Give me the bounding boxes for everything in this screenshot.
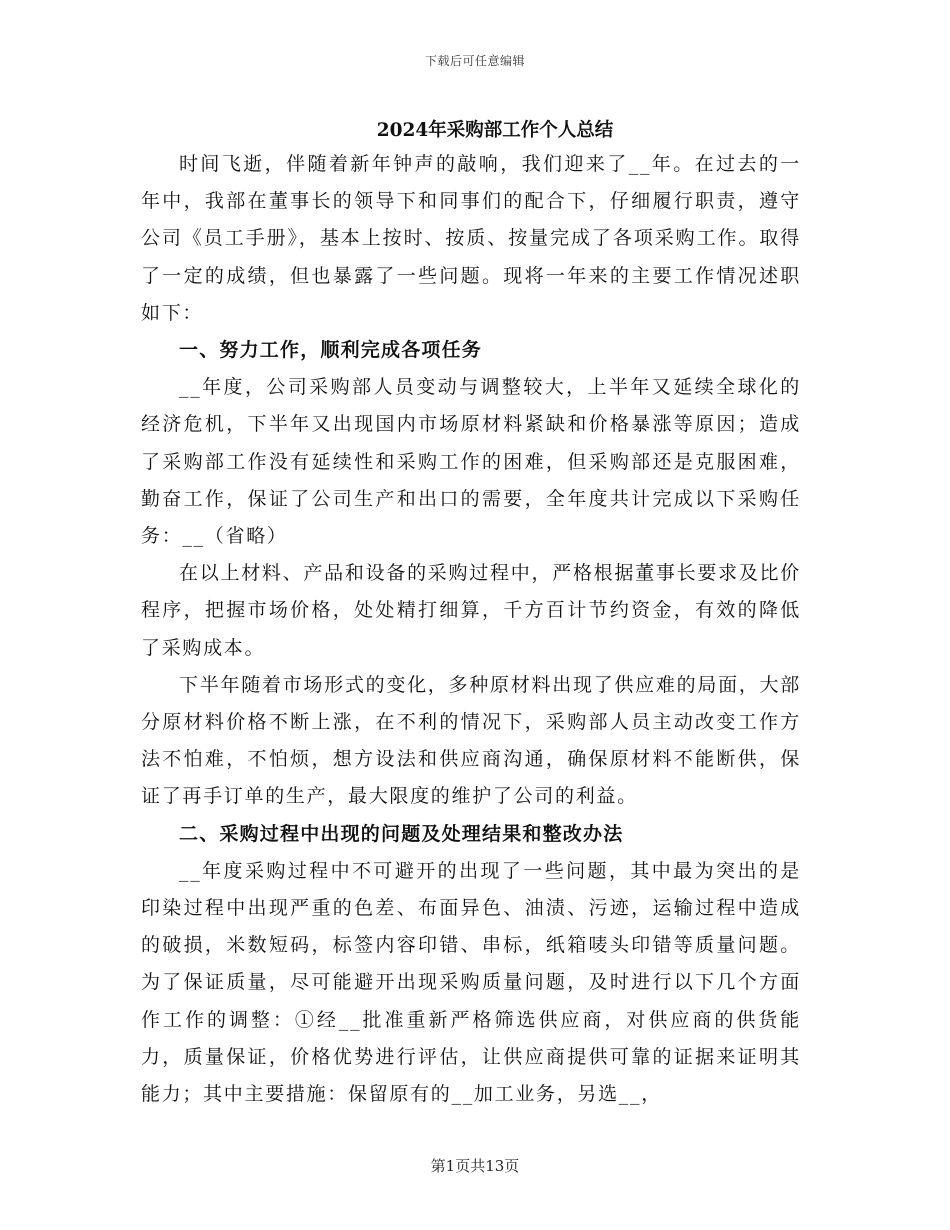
page-header-note: 下载后可任意编辑 [424, 54, 525, 68]
section-2-paragraph-1: __年度采购过程中不可避开的出现了一些问题，其中最为突出的是印染过程中出现严重的色差、布面异色、油渍、污迹，运输过程中造成的破损，米数短码，标签内容印错、串标，纸箱唛头印错等质量问题。为了保证质量，尽可能避开出现采购质量问题，及时进行以下几个方面作工作的调整：①经__批准重新严格筛选供应商，对供应商的供货能力，质量保证，价格优势进行评估，让供应商提供可靠的证据来证明其能力；其中主要措施：保留原有的__加工业务，另选__， [141, 859, 801, 1106]
document-title: 2024年采购部工作个人总结 [376, 120, 614, 141]
section-1-paragraph-1: __年度，公司采购部人员变动与调整较大，上半年又延续全球化的经济危机，下半年又出现国内市场原材料紧缺和价格暴涨等原因；造成了采购部工作没有延续性和采购工作的困难，但采购部还是克服困难，勤奋工作，保证了公司生产和出口的需要，全年度共计完成以下采购任务：__（省略） [141, 376, 801, 548]
document-body [141, 146, 801, 1113]
intro-paragraph: 时间飞逝，伴随着新年钟声的敲响，我们迎来了__年。在过去的一年中，我部在董事长的领导下和同事们的配合下，仔细履行职责，遵守公司《员工手册》，基本上按时、按质、按量完成了各项采购工作。取得了一定的成绩，但也暴露了一些问题。现将一年来的主要工作情况述职如下： [141, 153, 801, 324]
section-1-paragraph-3: 下半年随着市场形式的变化，多种原材料出现了供应难的局面，大部分原材料价格不断上涨，在不利的情况下，采购部人员主动改变工作方法不怕难，不怕烦，想方设法和供应商沟通，确保原材料不能断供，保证了再手订单的生产，最大限度的维护了公司的利益。 [141, 673, 801, 808]
section-1-heading: 一、努力工作，顺利完成各项任务 [179, 339, 483, 362]
section-1-paragraph-2: 在以上材料、产品和设备的采购过程中，严格根据董事长要求及比价程序，把握市场价格，处处精打细算，千方百计节约资金，有效的降低了采购成本。 [141, 562, 801, 659]
page-number: 第1页共13页 [430, 1157, 520, 1175]
section-2-heading: 二、采购过程中出现的问题及处理结果和整改办法 [179, 822, 624, 845]
